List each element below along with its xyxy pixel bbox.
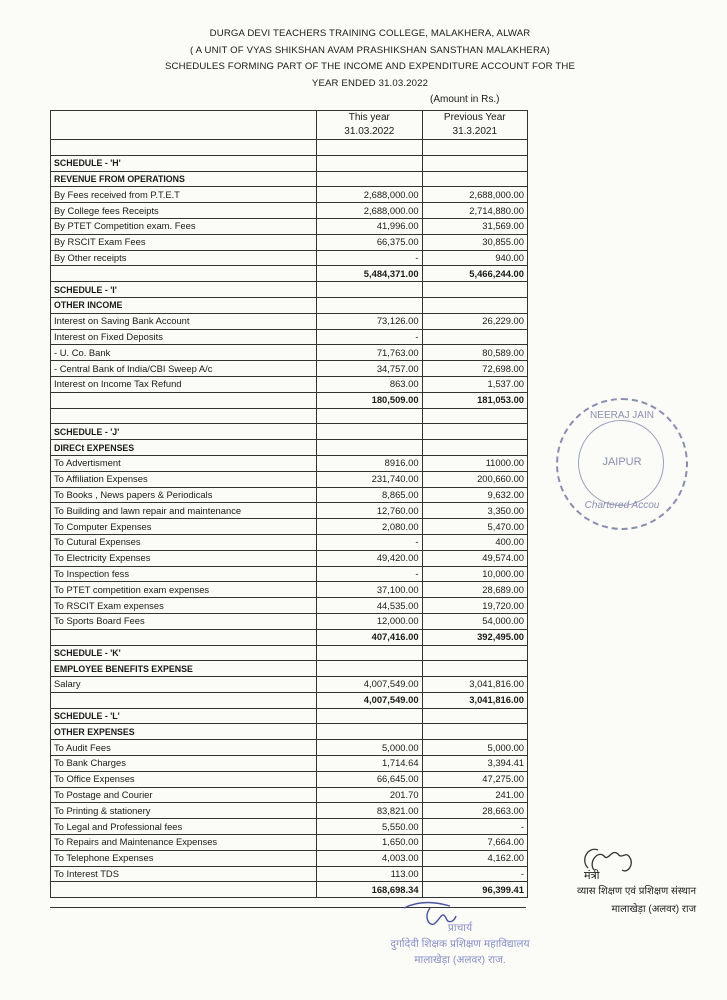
this-year-date: 31.03.2022 <box>344 126 395 137</box>
table-row <box>51 582 528 598</box>
society-seal-text <box>516 883 696 919</box>
amount-note: (Amount in Rs.) <box>430 94 500 105</box>
prev-year-value: 31,569.00 <box>422 218 527 234</box>
table-row <box>51 756 528 772</box>
prev-year-value: 200,660.00 <box>422 471 527 487</box>
prev-year-value: 2,688,000.00 <box>422 187 527 203</box>
table-row <box>51 203 528 219</box>
this-year-value: 231,740.00 <box>317 471 422 487</box>
prev-year-label: Previous Year <box>443 112 506 123</box>
this-year-value: 12,000.00 <box>317 613 422 629</box>
row-label: To Building and lawn repair and maintenance <box>51 503 317 519</box>
section-heading-row <box>51 171 528 187</box>
row-label: SCHEDULE - 'K' <box>51 645 317 661</box>
table-row <box>51 218 528 234</box>
section-heading-row <box>51 661 528 677</box>
this-year-value: 5,000.00 <box>317 740 422 756</box>
this-year-value <box>317 708 422 724</box>
prev-year-value: 4,162.00 <box>422 850 527 866</box>
blank-row <box>51 408 528 424</box>
prev-year-value: 30,855.00 <box>422 234 527 250</box>
prev-year-value: 3,041,816.00 <box>422 692 527 708</box>
this-year-value: 201.70 <box>317 787 422 803</box>
prev-year-value: 3,041,816.00 <box>422 677 527 693</box>
prev-year-value: 3,394.41 <box>422 756 527 772</box>
table-row <box>51 187 528 203</box>
table-row <box>51 677 528 693</box>
table-row <box>51 487 528 503</box>
society-seal-line1: व्यास शिक्षण एवं प्रशिक्षण संस्थान <box>576 886 696 897</box>
row-label: To Bank Charges <box>51 756 317 772</box>
this-year-value: 73,126.00 <box>317 313 422 329</box>
row-label: Interest on Income Tax Refund <box>51 376 317 392</box>
this-year-value <box>317 440 422 456</box>
this-year-value: 2,080.00 <box>317 519 422 535</box>
section-heading-row <box>51 440 528 456</box>
prev-year-value <box>422 724 527 740</box>
this-year-value: 66,375.00 <box>317 234 422 250</box>
row-label: - U. Co. Bank <box>51 345 317 361</box>
table-row <box>51 566 528 582</box>
prev-year-value: 1,537.00 <box>422 376 527 392</box>
row-label: To Computer Expenses <box>51 519 317 535</box>
schedules-table <box>50 110 528 898</box>
society-seal-line2: मालाखेड़ा (अलवर) राज <box>611 904 696 915</box>
table-row <box>51 740 528 756</box>
table-row <box>51 345 528 361</box>
this-year-value: 41,996.00 <box>317 218 422 234</box>
this-year-value: 71,763.00 <box>317 345 422 361</box>
row-label <box>51 692 317 708</box>
table-row <box>51 361 528 377</box>
row-label: - Central Bank of India/CBI Sweep A/c <box>51 361 317 377</box>
this-year-value: 8916.00 <box>317 455 422 471</box>
this-year-value: 34,757.00 <box>317 361 422 377</box>
principal-seal <box>350 920 570 968</box>
row-label <box>51 140 317 156</box>
section-heading-row <box>51 708 528 724</box>
this-year-value <box>317 645 422 661</box>
section-heading-row <box>51 424 528 440</box>
this-year-value: 4,007,549.00 <box>317 677 422 693</box>
table-row <box>51 598 528 614</box>
college-name: DURGA DEVI TEACHERS TRAINING COLLEGE, MALAKHERA, ALWAR <box>209 28 531 39</box>
this-year-value <box>317 408 422 424</box>
this-year-value <box>317 724 422 740</box>
seal-line2: दुर्गादेवी शिक्षक प्रशिक्षण महाविद्यालय <box>390 938 530 950</box>
row-label: SCHEDULE - 'I' <box>51 282 317 298</box>
signature-caption: मंत्री <box>584 870 600 882</box>
this-year-value: 1,650.00 <box>317 835 422 851</box>
row-label: By College fees Receipts <box>51 203 317 219</box>
total-row <box>51 629 528 645</box>
this-year-value: 113.00 <box>317 866 422 882</box>
table-row <box>51 803 528 819</box>
row-label: To Sports Board Fees <box>51 613 317 629</box>
this-year-value: 180,509.00 <box>317 392 422 408</box>
section-heading-row <box>51 297 528 313</box>
this-year-value: - <box>317 250 422 266</box>
prev-year-value: 96,399.41 <box>422 882 527 898</box>
this-year-label: This year <box>348 112 390 123</box>
this-year-value: - <box>317 534 422 550</box>
table-row <box>51 455 528 471</box>
prev-year-value: 72,698.00 <box>422 361 527 377</box>
section-heading-row <box>51 724 528 740</box>
this-year-value: 863.00 <box>317 376 422 392</box>
this-year-value: 44,535.00 <box>317 598 422 614</box>
row-label: To Electricity Expenses <box>51 550 317 566</box>
document-header <box>40 26 700 92</box>
prev-year-value: - <box>422 819 527 835</box>
this-year-value <box>317 661 422 677</box>
this-year-value: 407,416.00 <box>317 629 422 645</box>
row-label: To Repairs and Maintenance Expenses <box>51 835 317 851</box>
table-row <box>51 250 528 266</box>
prev-year-value <box>422 408 527 424</box>
table-row <box>51 819 528 835</box>
table-row <box>51 866 528 882</box>
prev-year-value: 181,053.00 <box>422 392 527 408</box>
unit-line: ( A UNIT OF VYAS SHIKSHAN AVAM PRASHIKSHAN SANSTHAN MALAKHERA) <box>190 44 550 56</box>
this-year-value: 5,550.00 <box>317 819 422 835</box>
table-row <box>51 329 528 345</box>
row-label: SCHEDULE - 'L' <box>51 708 317 724</box>
this-year-value: 8,865.00 <box>317 487 422 503</box>
this-year-value <box>317 140 422 156</box>
table-row <box>51 234 528 250</box>
prev-year-value: 5,466,244.00 <box>422 266 527 282</box>
this-year-value: 12,760.00 <box>317 503 422 519</box>
row-label <box>51 392 317 408</box>
row-label: To PTET competition exam expenses <box>51 582 317 598</box>
row-label: SCHEDULE - 'J' <box>51 424 317 440</box>
row-label: To Office Expenses <box>51 771 317 787</box>
prev-year-header <box>422 111 527 140</box>
row-label: To Interest TDS <box>51 866 317 882</box>
row-label <box>51 882 317 898</box>
this-year-value <box>317 171 422 187</box>
table-row <box>51 835 528 851</box>
this-year-value: - <box>317 566 422 582</box>
this-year-value: 168,698.34 <box>317 882 422 898</box>
this-year-value: 5,484,371.00 <box>317 266 422 282</box>
table-row <box>51 376 528 392</box>
schedule-title: SCHEDULES FORMING PART OF THE INCOME AND EXPENDITURE ACCOUNT FOR THE <box>165 61 575 72</box>
row-label: To Affiliation Expenses <box>51 471 317 487</box>
table-row <box>51 471 528 487</box>
prev-year-value: 28,663.00 <box>422 803 527 819</box>
table-row <box>51 850 528 866</box>
this-year-value: 2,688,000.00 <box>317 187 422 203</box>
row-label: EMPLOYEE BENEFITS EXPENSE <box>51 661 317 677</box>
this-year-value: 49,420.00 <box>317 550 422 566</box>
row-label: Interest on Saving Bank Account <box>51 313 317 329</box>
total-row <box>51 882 528 898</box>
prev-year-value: 26,229.00 <box>422 313 527 329</box>
prev-year-value: 47,275.00 <box>422 771 527 787</box>
row-label: To Postage and Courier <box>51 787 317 803</box>
table-row <box>51 313 528 329</box>
this-year-value: - <box>317 329 422 345</box>
table-row <box>51 550 528 566</box>
prev-year-value: 9,632.00 <box>422 487 527 503</box>
row-label: To Audit Fees <box>51 740 317 756</box>
prev-year-value: 2,714,880.00 <box>422 203 527 219</box>
total-row <box>51 692 528 708</box>
prev-year-value <box>422 329 527 345</box>
prev-year-value: 5,470.00 <box>422 519 527 535</box>
prev-year-value <box>422 645 527 661</box>
this-year-value <box>317 282 422 298</box>
row-label: OTHER INCOME <box>51 297 317 313</box>
prev-year-value <box>422 297 527 313</box>
prev-year-value: 3,350.00 <box>422 503 527 519</box>
row-label: To Cutural Expenses <box>51 534 317 550</box>
row-label: By Fees received from P.T.E.T <box>51 187 317 203</box>
prev-year-value: - <box>422 866 527 882</box>
row-label <box>51 408 317 424</box>
seal-line1: प्राचार्य <box>447 922 473 934</box>
table-row <box>51 613 528 629</box>
prev-year-value: 400.00 <box>422 534 527 550</box>
stamp-top-text: NEERAJ JAIN <box>590 410 654 421</box>
column-header-row <box>51 111 528 140</box>
prev-year-value <box>422 708 527 724</box>
prev-year-value <box>422 661 527 677</box>
this-year-value: 4,003.00 <box>317 850 422 866</box>
table-row <box>51 771 528 787</box>
section-heading-row <box>51 155 528 171</box>
prev-year-date: 31.3.2021 <box>452 126 498 137</box>
prev-year-value: 28,689.00 <box>422 582 527 598</box>
prev-year-value: 11000.00 <box>422 455 527 471</box>
seal-line3: मालाखेड़ा (अलवर) राज. <box>414 954 506 966</box>
stamp-city: JAIPUR <box>602 456 642 468</box>
prev-year-value: 7,664.00 <box>422 835 527 851</box>
row-label: By Other receipts <box>51 250 317 266</box>
row-label: By PTET Competition exam. Fees <box>51 218 317 234</box>
row-label: Salary <box>51 677 317 693</box>
this-year-header <box>317 111 422 140</box>
table-row <box>51 519 528 535</box>
this-year-value: 1,714.64 <box>317 756 422 772</box>
prev-year-value <box>422 155 527 171</box>
row-label: OTHER EXPENSES <box>51 724 317 740</box>
prev-year-value <box>422 140 527 156</box>
stamp-bottom-text: Chartered Accou <box>584 500 660 511</box>
prev-year-value <box>422 171 527 187</box>
this-year-value <box>317 297 422 313</box>
table-row <box>51 787 528 803</box>
row-label: Interest on Fixed Deposits <box>51 329 317 345</box>
year-ended: YEAR ENDED 31.03.2022 <box>311 77 429 89</box>
row-label: REVENUE FROM OPERATIONS <box>51 171 317 187</box>
prev-year-value: 5,000.00 <box>422 740 527 756</box>
prev-year-value: 19,720.00 <box>422 598 527 614</box>
row-label: To Inspection fess <box>51 566 317 582</box>
prev-year-value: 49,574.00 <box>422 550 527 566</box>
row-label: To Legal and Professional fees <box>51 819 317 835</box>
this-year-value <box>317 155 422 171</box>
row-label: To RSCIT Exam expenses <box>51 598 317 614</box>
table-row <box>51 503 528 519</box>
prev-year-value: 940.00 <box>422 250 527 266</box>
prev-year-value: 10,000.00 <box>422 566 527 582</box>
prev-year-value: 241.00 <box>422 787 527 803</box>
section-heading-row <box>51 282 528 298</box>
this-year-value: 83,821.00 <box>317 803 422 819</box>
prev-year-value: 54,000.00 <box>422 613 527 629</box>
row-label <box>51 266 317 282</box>
section-heading-row <box>51 645 528 661</box>
prev-year-value <box>422 424 527 440</box>
table-row <box>51 534 528 550</box>
prev-year-value: 392,495.00 <box>422 629 527 645</box>
blank-row <box>51 140 528 156</box>
auditor-stamp <box>556 398 688 530</box>
this-year-value: 4,007,549.00 <box>317 692 422 708</box>
row-label <box>51 629 317 645</box>
prev-year-value <box>422 282 527 298</box>
this-year-value: 2,688,000.00 <box>317 203 422 219</box>
row-label: DIRECt EXPENSES <box>51 440 317 456</box>
row-label: By RSCIT Exam Fees <box>51 234 317 250</box>
this-year-value <box>317 424 422 440</box>
row-label: To Books , News papers & Periodicals <box>51 487 317 503</box>
row-label: To Telephone Expenses <box>51 850 317 866</box>
this-year-value: 37,100.00 <box>317 582 422 598</box>
prev-year-value <box>422 440 527 456</box>
total-row <box>51 392 528 408</box>
header-blank-cell <box>51 111 317 140</box>
total-row <box>51 266 528 282</box>
row-label: To Advertisment <box>51 455 317 471</box>
row-label: SCHEDULE - 'H' <box>51 155 317 171</box>
prev-year-value: 80,589.00 <box>422 345 527 361</box>
row-label: To Printing & stationery <box>51 803 317 819</box>
this-year-value: 66,645.00 <box>317 771 422 787</box>
